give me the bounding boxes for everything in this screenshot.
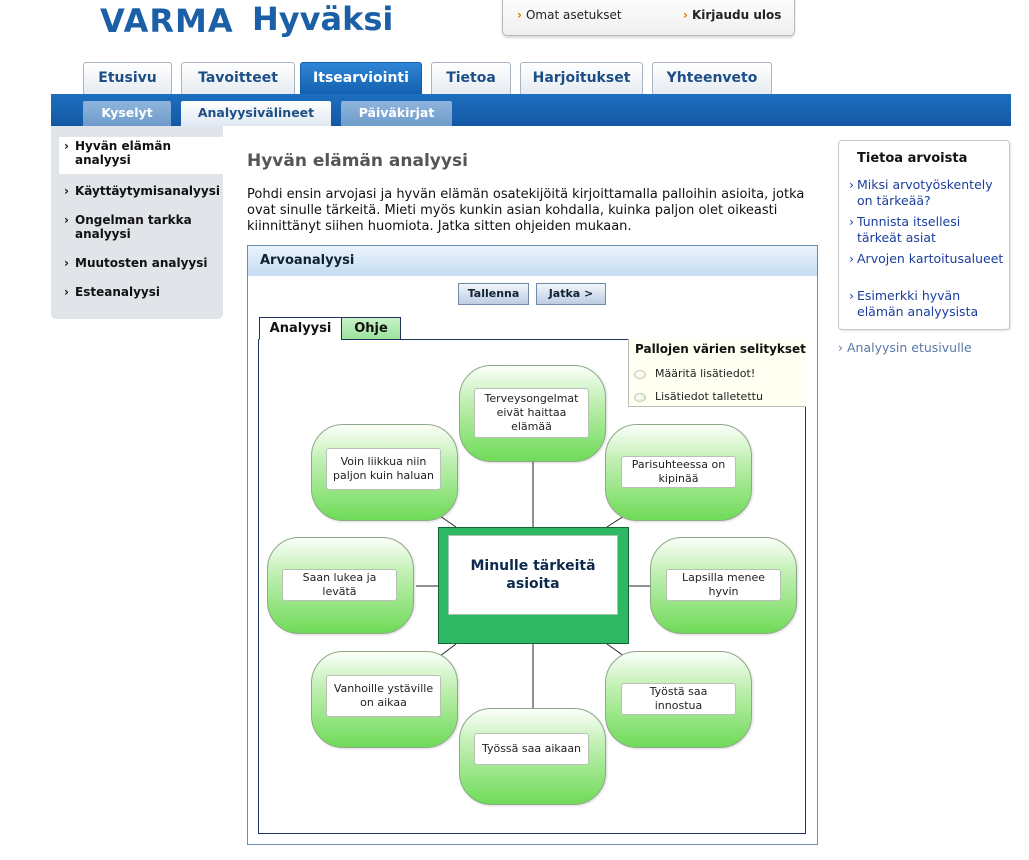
varma-logo: VARMA — [100, 2, 234, 40]
chevron-right-icon: › — [683, 8, 688, 22]
info-box-title: Tietoa arvoista — [857, 151, 968, 166]
tab-tietoa[interactable]: Tietoa — [431, 62, 511, 94]
value-bubble-label[interactable]: Lapsilla menee hyvin — [666, 569, 781, 601]
settings-link-label: Omat asetukset — [525, 8, 622, 22]
info-link-1[interactable] — [849, 177, 1005, 209]
leftnav-label: Muutosten analyysi — [75, 256, 208, 270]
tab-harjoitukset[interactable]: Harjoitukset — [520, 62, 643, 94]
value-bubble-label[interactable]: Työstä saa innostua — [621, 683, 736, 715]
value-bubble-label[interactable]: Vanhoille ystäville on aikaa — [326, 675, 441, 717]
center-node-label: Minulle tärkeitä asioita — [448, 535, 618, 615]
chevron-right-icon: › — [849, 214, 854, 229]
leftnav-label: Ongelman tarkka analyysi — [75, 213, 192, 241]
leftnav-esteanalyysi[interactable] — [59, 283, 223, 301]
tab-yhteenveto[interactable]: Yhteenveto — [652, 62, 772, 94]
tab-ohje[interactable]: Ohje — [341, 317, 401, 340]
info-link-label: Arvojen kartoitusalueet — [857, 251, 1004, 266]
back-link-label: Analyysin etusivulle — [846, 340, 972, 355]
subtab-paivakirjat[interactable]: Päiväkirjat — [341, 101, 452, 126]
chevron-right-icon: › — [64, 256, 69, 270]
chevron-right-icon: › — [849, 288, 854, 303]
panel-title: Arvoanalyysi — [248, 246, 817, 276]
subtab-kyselyt[interactable]: Kyselyt — [83, 101, 171, 126]
chevron-right-icon: › — [64, 213, 69, 227]
tab-analyysi[interactable]: Analyysi — [259, 317, 342, 340]
info-link-2[interactable] — [849, 214, 1005, 246]
tab-itsearviointi[interactable]: Itsearviointi — [300, 62, 422, 94]
user-menu-box — [502, 0, 795, 36]
info-link-4[interactable] — [849, 288, 1005, 320]
chevron-right-icon: › — [838, 340, 847, 355]
chevron-right-icon: › — [849, 251, 854, 266]
page-title: Hyvän elämän analyysi — [247, 151, 468, 171]
chevron-right-icon: › — [64, 184, 69, 198]
continue-button[interactable]: Jatka > — [536, 283, 606, 305]
leftnav-hyvan-elaman-analyysi[interactable] — [59, 137, 223, 174]
back-to-analysis-link[interactable] — [838, 340, 972, 355]
leftnav-kayttaytymisanalyysi[interactable] — [59, 182, 223, 200]
leftnav-muutosten-analyysi[interactable] — [59, 254, 223, 272]
info-link-3[interactable] — [849, 251, 1005, 267]
value-bubble-label[interactable]: Parisuhteessa on kipinää — [621, 456, 736, 488]
logout-link-label: Kirjaudu ulos — [691, 8, 782, 22]
intro-text: Pohdi ensin arvojasi ja hyvän elämän osatekijöitä kirjoittamalla palloihin asioita, jotka ovat sinulle tärkeitä. Mieti myös kunkin asian kohdalla, kuinka paljon olet oikeasti kiinnittänyt siihen huomiota. Jatka sitten ohjeiden mukaan. — [247, 187, 805, 234]
leftnav-label: Käyttäytymisanalyysi — [75, 184, 220, 198]
leftnav-label: Esteanalyysi — [75, 285, 160, 299]
leftnav-ongelman-tarkka-analyysi[interactable] — [59, 211, 223, 243]
legend-label: Lisätiedot talletettu — [655, 390, 763, 403]
leftnav-label: Hyvän elämän analyysi — [75, 139, 171, 167]
legend-label: Määritä lisätiedot! — [655, 367, 756, 380]
legend-dot-undefined — [634, 370, 646, 379]
app-name: Hyväksi — [252, 0, 394, 38]
tab-tavoitteet[interactable]: Tavoitteet — [181, 62, 295, 94]
logout-link[interactable] — [683, 8, 781, 22]
subtab-analyysivalineet[interactable]: Analyysivälineet — [181, 101, 331, 126]
info-link-label: Miksi arvotyöskentely on tärkeää? — [857, 177, 993, 208]
value-bubble-label[interactable]: Työssä saa aikaan — [474, 733, 589, 765]
chevron-right-icon: › — [64, 139, 69, 153]
chevron-right-icon: › — [517, 8, 522, 22]
value-bubble-label[interactable]: Terveysongelmat eivät haittaa elämää — [474, 388, 589, 438]
legend-dot-saved — [634, 393, 646, 402]
info-link-label: Tunnista itsellesi tärkeät asiat — [857, 214, 961, 245]
chevron-right-icon: › — [64, 285, 69, 299]
info-link-label: Esimerkki hyvän elämän analyysista — [857, 288, 979, 319]
value-bubble-label[interactable]: Saan lukea ja levätä — [282, 569, 397, 601]
chevron-right-icon: › — [849, 177, 854, 192]
tab-etusivu[interactable]: Etusivu — [83, 62, 172, 94]
settings-link[interactable] — [517, 8, 622, 22]
save-button[interactable]: Tallenna — [458, 283, 529, 305]
value-bubble-label[interactable]: Voin liikkua niin paljon kuin haluan — [326, 448, 441, 490]
legend-title: Pallojen värien selitykset — [635, 342, 806, 356]
